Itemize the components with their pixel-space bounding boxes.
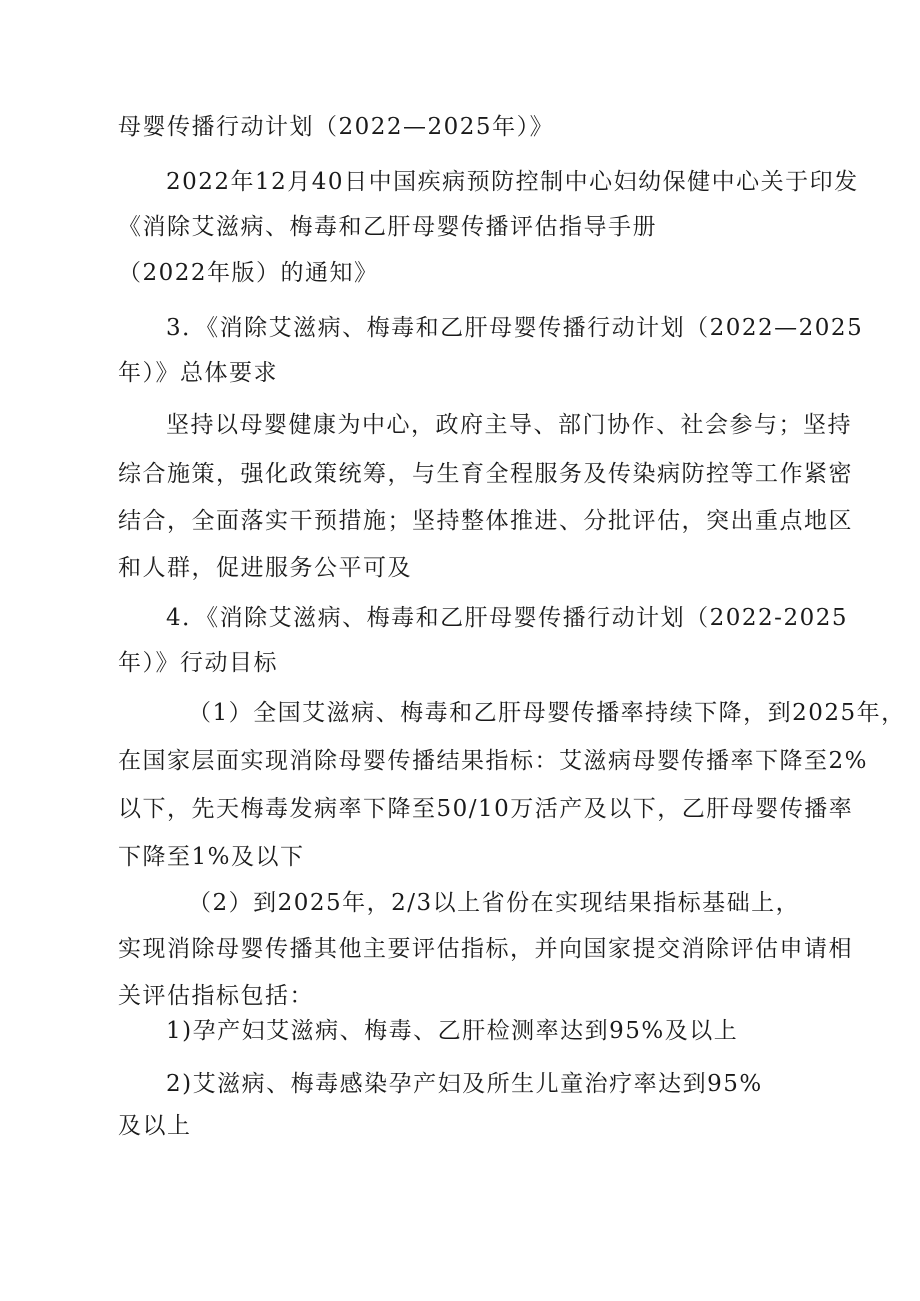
text-line-8: 综合施策，强化政策统筹，与生育全程服务及传染病防控等工作紧密 (118, 461, 853, 487)
text-line-2: 2022年12月40日中国疾病预防控制中心妇幼保健中心关于印发 (166, 169, 859, 195)
text-line-12: 年）》行动目标 (118, 650, 278, 676)
text-line-19: 关评估指标包括： (118, 983, 314, 1009)
text-line-21: 2)艾滋病、梅毒感染孕产妇及所生儿童治疗率达到95% (166, 1071, 763, 1097)
text-line-13: （1）全国艾滋病、梅毒和乙肝母婴传播率持续下降，到2025年， (188, 700, 906, 726)
text-line-15: 以下，先天梅毒发病率下降至50/10万活产及以下，乙肝母婴传播率 (118, 796, 854, 822)
text-line-11: 4．《消除艾滋病、梅毒和乙肝母婴传播行动计划（2022-2025 (166, 605, 848, 631)
text-line-14: 在国家层面实现消除母婴传播结果指标：艾滋病母婴传播率下降至2% (118, 748, 868, 774)
text-line-20: 1)孕产妇艾滋病、梅毒、乙肝检测率达到95%及以上 (166, 1018, 739, 1044)
text-line-16: 下降至1%及以下 (118, 844, 305, 870)
text-line-6: 年）》总体要求 (118, 360, 278, 386)
text-line-10: 和人群，促进服务公平可及 (118, 555, 412, 581)
text-line-17: （2）到2025年，2/3以上省份在实现结果指标基础上， (188, 890, 801, 916)
text-line-3: 《消除艾滋病、梅毒和乙肝母婴传播评估指导手册 (118, 214, 657, 240)
text-line-22: 及以上 (118, 1113, 192, 1139)
text-line-4: （2022年版）的通知》 (118, 260, 379, 286)
text-line-9: 结合，全面落实干预措施；坚持整体推进、分批评估，突出重点地区 (118, 508, 853, 534)
text-line-18: 实现消除母婴传播其他主要评估指标，并向国家提交消除评估申请相 (118, 936, 853, 962)
text-line-1: 母婴传播行动计划（2022—2025年）》 (118, 114, 555, 140)
text-line-7: 坚持以母婴健康为中心，政府主导、部门协作、社会参与；坚持 (166, 412, 852, 438)
text-line-5: 3．《消除艾滋病、梅毒和乙肝母婴传播行动计划（2022—2025 (166, 315, 864, 341)
